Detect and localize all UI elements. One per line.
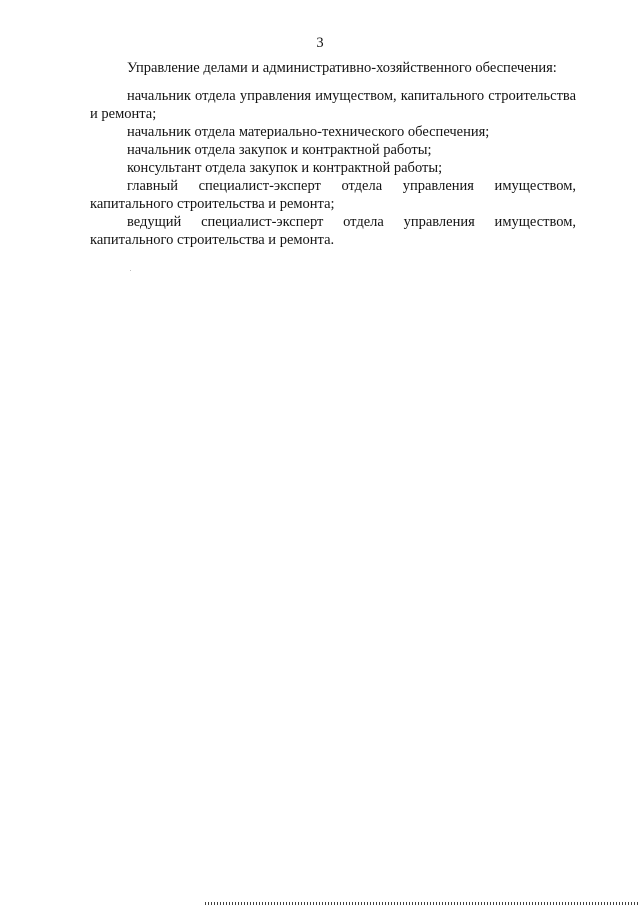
position-item-6: ведущий специалист-эксперт отдела управления имуществом, капитального строительства и ремонта. xyxy=(90,214,576,248)
position-item-2: начальник отдела материально-технического обеспечения; xyxy=(127,124,490,140)
position-item-3: начальник отдела закупок и контрактной работы; xyxy=(127,142,432,158)
position-item-5: главный специалист-эксперт отдела управления имуществом, капитального строительства и ремонта; xyxy=(90,178,576,212)
page-number: 3 xyxy=(316,35,324,51)
section-heading: Управление делами и административно-хозяйственного обеспечения: xyxy=(127,60,557,76)
position-item-1: начальник отдела управления имуществом, капитального строительства и ремонта; xyxy=(90,88,576,122)
positions-list xyxy=(90,87,576,249)
scan-speck xyxy=(130,270,131,271)
position-item-4: консультант отдела закупок и контрактной работы; xyxy=(127,160,443,176)
